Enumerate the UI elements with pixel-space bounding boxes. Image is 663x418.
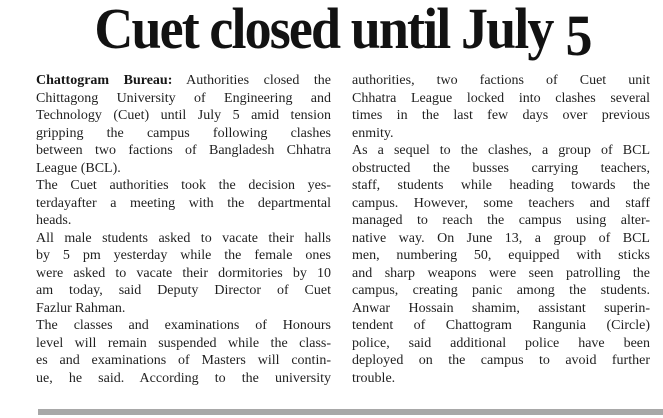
article-body [36,72,650,387]
bottom-divider-bar [38,409,663,415]
column-right [352,72,650,387]
text-line: native way. On June 13, a group of BCL [352,230,650,246]
text-line: authorities, two factions of Cuet unit [352,73,650,88]
text-line: level will remain suspended while the class- [36,335,331,351]
headline-number: 5 [565,3,591,68]
text-line: Chhatra League locked into clashes several [352,90,650,106]
text-line: Technology (Cuet) until July 5 amid tension [36,108,331,123]
headline [50,0,635,68]
text-line: The Cuet authorities took the decision yes- [36,178,331,193]
text-line: Anwar Hossain shamim, assistant superin- [352,300,650,316]
text-line: tendent of Chattogram Rangunia (Circle) [352,318,650,333]
column-left [36,72,331,387]
text-line: by 5 pm yesterday while the female ones [36,248,331,263]
byline-lead: Chattogram Bureau: [36,73,173,88]
paragraph [36,72,331,177]
text-line: As a sequel to the clashes, a group of BCL [352,143,650,158]
text-line: Fazlur Rahman. [36,300,126,316]
text-line: managed to reach the campus using alter- [352,213,650,228]
text-line: All male students asked to vacate their halls [36,230,331,246]
text-line: trouble. [352,370,396,386]
text-line: terdayafter a meeting with the departmental [36,195,331,211]
text-line: between two factions of Bangladesh Chhatra [36,143,331,158]
text-line: were asked to vacate their dormitories by 10 [36,265,331,281]
text-line: The classes and examinations of Honours [36,318,331,333]
paragraph [352,300,650,388]
text-line: heads. [36,213,72,228]
paragraph [36,317,331,387]
paragraph [36,230,331,318]
text-line: League (BCL). [36,160,121,176]
text-line: staff, students while heading towards the [352,178,650,193]
text-line: ue, he said. According to the university [36,370,331,386]
paragraph [352,142,650,300]
text-line: and sharp weapons were seen patrolling the [352,265,650,281]
text-line: obstructed the busses carrying teachers, [352,160,650,176]
headline-text: Cuet closed until July [94,0,553,61]
text-line: am today, said Deputy Director of Cuet [36,283,331,298]
paragraph [36,177,331,230]
text-line: gripping the campus following clashes [36,125,331,141]
text-line: times in the last few days over previous [352,108,650,123]
text-line: campus. However, some teachers and staff [352,195,650,211]
text-line: es and examinations of Masters will contin- [36,353,331,368]
paragraph [352,72,650,142]
text-line: deployed on the campus to avoid further [352,353,650,368]
text-line: men, numbering 50, equipped with sticks [352,248,650,263]
text-line: Chattogram Bureau: Authorities closed the [36,73,331,88]
text-line: Chittagong University of Engineering and [36,90,331,106]
text-line: police, said additional police have been [352,335,650,351]
text-line: campus, creating panic among the students. [352,283,650,298]
text-line: enmity. [352,125,394,141]
